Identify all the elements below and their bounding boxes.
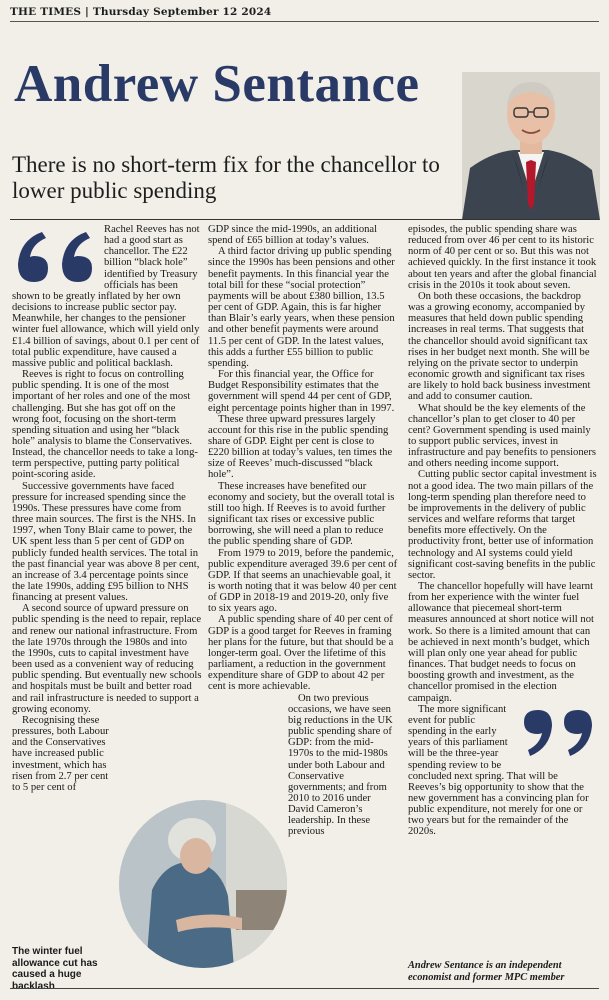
paragraph: On both these occasions, the backdrop was a growing economy, accompanied by measures that held down public spending increases in real terms. That suggests that the chancellor should avoid significant tax rises in her budget next month. She will be relying on the private sector to underpin economic growth and significant tax rises are likely to hold back business investment and add to consumer caution. [408,290,591,403]
paragraph: A third factor driving up public spending since the 1990s has been pensions and other benefit payments. In this financial year the total bill for these “social protection” payments will be about £380 billion, 13.5 per cent of GDP. Again, this is far higher than Blair’s early years, when these pension and other benefit payments were around 11.5 per cent of GDP. In the latest values, this adds a further £55 billion to public spending. [208,246,395,369]
paragraph: GDP since the mid-1990s, an additional spend of £65 billion at today’s values. [208,224,378,247]
paragraph: Reeves is right to focus on controlling public spending. It is one of the most important of her roles and one of the most challenging. But she has got off on the wrong foot, focusing on the short-term spending situation and using her “black hole” analysis to blame the Conservatives. Instead, the chancellor needs to take a long-term perspective, putting party political point-scoring aside. [12,369,198,481]
article-column-2 [208,224,398,838]
article-headline: There is no short-term fix for the chancellor to lower public spending [12,152,440,203]
article-column-3 [408,224,598,838]
masthead: THE TIMES | Thursday September 12 2024 [10,6,599,22]
author-name: Andrew Sentance [14,55,420,113]
paragraph: A public spending share of 40 per cent of GDP is a good target for Reeves in framing her plans for the future, but that should be a longer-term goal. Over the lifetime of this parliament, a reduction in the government expenditure share of GDP to about 42 per cent is more achievable. [208,614,394,693]
close-quote-icon [518,706,598,762]
author-portrait [462,72,600,220]
paragraph: Rachel Reeves has not had a good start as chancellor. The £22 billion “black hole” identified by Treasury officials has been shown to be greatly inflated by her own decisions to increase public sector pay. Meanwhile, her changes to the pensioner winter fuel allowance, which will yield only £1.4 billion of savings, about 0.1 per cent of total public expenditure, have caused a massive public and political backlash. [12,224,200,369]
paragraph: The more significant event for public spending in the early years of this parliament will be the three-year spending review to be concluded next spring. That will be Reeves’s big opportunity to show that the new government has a convincing plan for public expenditure, not merely for one or two years but for the remainder of the 2020s. [408,703,589,838]
paragraph: The chancellor hopefully will have learnt from her experience with the winter fuel allowance that piecemeal short-term measures announced at short notice will not work. So there is a limited amount that can be achieved in next month’s budget, which will plan only one year ahead for public finances. That budget needs to focus on boosting growth and investment, as the chancellor promised in the election campaign. [408,581,594,704]
paragraph: episodes, the public spending share was reduced from over 46 per cent to its historic norm of 40 per cent or so. But this was not achieved quickly. In the first instance it took about ten years and after the global financial crisis in the 2010s it took about seven. [408,224,597,291]
header-divider [10,219,599,220]
article-column-1 [12,224,202,793]
paragraph: For this financial year, the Office for Budget Responsibility estimates that the government will spend 44 per cent of GDP, eight percentage points higher than in 1997. [208,369,395,414]
paragraph: A second source of upward pressure on public spending is the need to repair, replace and renew our national infrastructure. From the late 1970s through the 1980s and into the 1990s, cuts to capital investment have been used as a convenient way of reducing public spending. But eventually new schools and hospitals must be built and better road and rail infrastructure is needed to support a growing economy. [12,603,202,715]
author-credit: Andrew Sentance is an independent economist and former MPC member [408,960,565,983]
paragraph: On two previous occasions, we have seen big reductions in the UK public spending share of GDP: from the mid-1970s to the mid-1980s under both Labour and Conservative governments; and from 2010 to 2016 under David Cameron’s leadership. In these previous [288,692,393,838]
paragraph: Cutting public sector capital investment is not a good idea. The two main pillars of the long-term spending plan therefore need to be improvements in the delivery of public services and welfare reforms that target benefits more effectively. On the productivity front, better use of information technology and AI systems could yield significant cost-saving benefits in the public sector. [408,469,597,581]
paragraph: Successive governments have faced pressure for increased spending since the 1990s. These pressures have come from three main sources. The first is the NHS. In 1997, when Tony Blair came to power, the UK spent less than 5 per cent of GDP on publicly funded health services. The total in the past financial year was above 8 per cent, an increase of 3.4 percentage points since the late 1990s, adding £95 billion to NHS financing at present values. [12,480,200,604]
paragraph: These increases have benefited our economy and society, but the overall total is still too high. If Reeves is to avoid further significant tax rises or excessive public borrowing, she will need a plan to reduce the public spending share of GDP. [208,480,395,548]
paragraph: These three upward pressures largely account for this rise in the public spending share of GDP. Eight per cent is close to £220 billion at today’s values, ten times the size of Reeves’ much-discussed “black hole”. [208,413,393,481]
bottom-divider [10,988,599,989]
open-quote-icon [12,226,100,288]
paragraph: What should be the key elements of the chancellor’s plan to get closer to 40 per cent? Government spending is used mainly to support public services, invest in infrastructure and pay benefits to pensioners and others needing income support. [408,402,596,470]
paragraph: Recognising these pressures, both Labour and the Conservatives have increased public investment, which has risen from 2.7 per cent to 5 per cent of [12,714,109,793]
photo-caption: The winter fuel allowance cut has caused a huge backlash [12,946,98,992]
paragraph: From 1979 to 2019, before the pandemic, public expenditure averaged 39.6 per cent of GDP. If that seems an unachievable goal, it is worth noting that it was below 40 per cent of GDP in 2018-19 and 2019-20, only five to six years ago. [208,547,398,615]
